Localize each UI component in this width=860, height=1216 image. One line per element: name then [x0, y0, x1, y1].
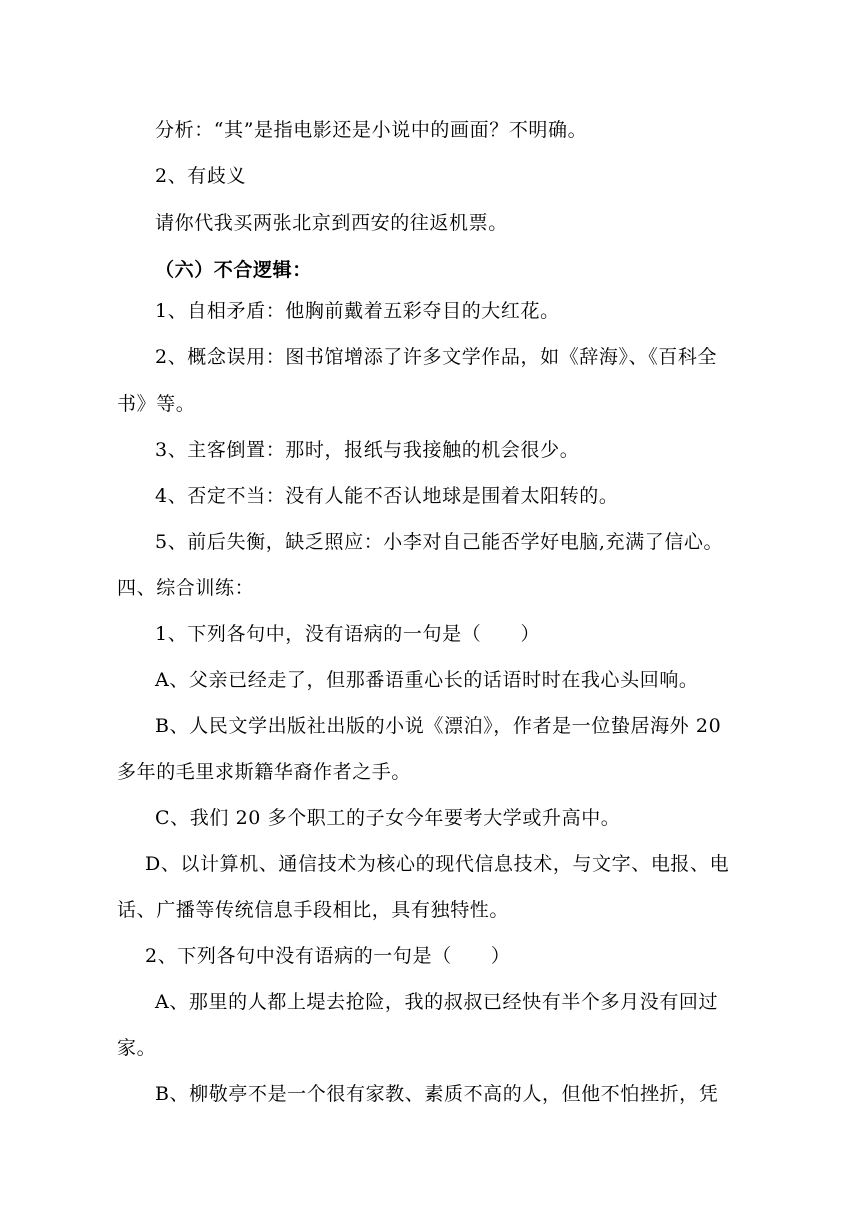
- item-ambiguity-heading: 2、有歧义: [155, 165, 247, 187]
- question-2-option-a-line-2: 家。: [117, 1037, 157, 1059]
- question-1: 1、下列各句中，没有语病的一句是（ ）: [155, 623, 541, 645]
- question-1-option-b-line-1: B、人民文学出版社出版的小说《漂泊》，作者是一位蛰居海外 20: [155, 715, 722, 737]
- question-1-option-d-line-2: 话、广播等传统信息手段相比，具有独特性。: [117, 899, 510, 921]
- illogical-item-2-line-2: 书》等。: [117, 393, 196, 415]
- question-1-option-a: A、父亲已经走了，但那番语重心长的话语时时在我心头回响。: [155, 669, 699, 691]
- question-2: 2、下列各句中没有语病的一句是（ ）: [145, 945, 511, 967]
- question-1-option-b-line-2: 多年的毛里求斯籍华裔作者之手。: [117, 761, 412, 783]
- ambiguity-example: 请你代我买两张北京到西安的往返机票。: [155, 212, 508, 234]
- illogical-item-5: 5、前后失衡，缺乏照应：小李对自己能否学好电脑,充满了信心。: [155, 531, 724, 553]
- section-heading-illogical: （六）不合逻辑：: [155, 259, 312, 281]
- question-2-option-a-line-1: A、那里的人都上堤去抢险，我的叔叔已经快有半个多月没有回过: [155, 991, 719, 1013]
- illogical-item-4: 4、否定不当：没有人能不否认地球是围着太阳转的。: [155, 485, 619, 507]
- illogical-item-1: 1、自相矛盾：他胸前戴着五彩夺目的大红花。: [155, 300, 560, 322]
- question-1-option-d-line-1: D、以计算机、通信技术为核心的现代信息技术，与文字、电报、电: [145, 853, 730, 875]
- illogical-item-2-line-1: 2、概念误用：图书馆增添了许多文学作品，如《辞海》、《百科全: [155, 346, 718, 368]
- illogical-item-3: 3、主客倒置：那时，报纸与我接触的机会很少。: [155, 439, 580, 461]
- section-heading-training: 四、综合训练：: [117, 577, 255, 599]
- question-1-option-c: C、我们 20 多个职工的子女今年要考大学或升高中。: [155, 807, 621, 829]
- question-2-option-b-line-1: B、柳敬亭不是一个很有家教、素质不高的人，但他不怕挫折，凭: [155, 1083, 719, 1105]
- analysis-line: 分析：“其”是指电影还是小说中的画面？不明确。: [155, 119, 588, 141]
